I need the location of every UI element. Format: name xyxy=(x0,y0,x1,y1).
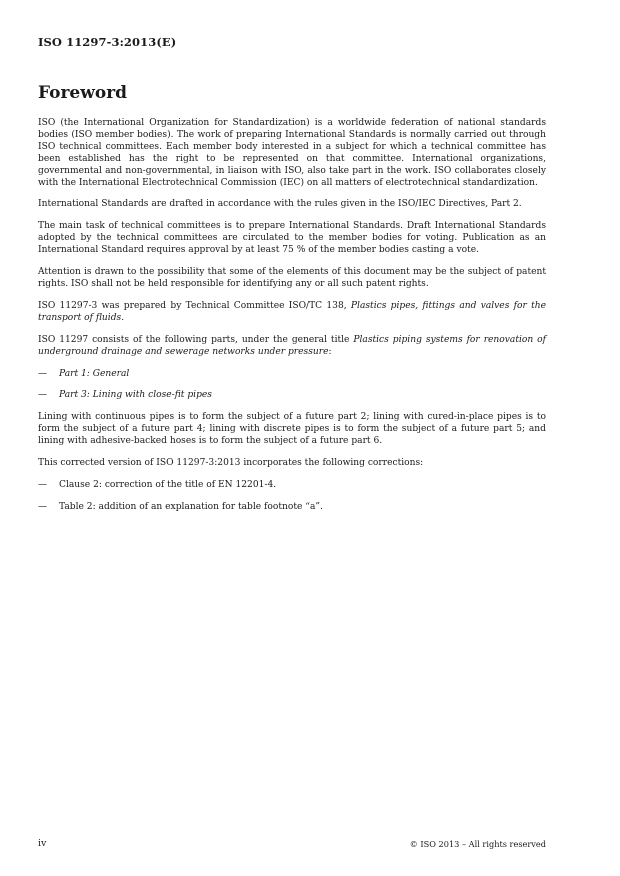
paragraph-prepared-by xyxy=(38,301,546,325)
paragraph-corrections-intro: This corrected version of ISO 11297-3:2013 incorporates the following corrections: xyxy=(38,458,424,469)
parts-intro-text: ISO 11297 consists of the following parts, under the general title xyxy=(38,334,354,345)
paragraph-parts-intro xyxy=(38,335,546,359)
foreword-body xyxy=(38,118,546,524)
dash-marker: — xyxy=(38,368,48,379)
correction-table-2: Table 2: addition of an explanation for table footnote “a”. xyxy=(59,501,323,512)
parts-intro-end: : xyxy=(328,346,332,357)
list-item xyxy=(38,390,546,402)
prepared-by-text: ISO 11297-3 was prepared by Technical Committee ISO/TC 138, xyxy=(38,300,351,311)
general-title: Plastics piping systems for renovation of underground drainage and sewerage networks under pressure xyxy=(38,334,546,357)
list-item xyxy=(38,480,546,492)
dash-marker: — xyxy=(38,390,48,401)
list-item xyxy=(38,502,546,514)
dash-marker: — xyxy=(38,479,48,490)
correction-clause-2: Clause 2: correction of the title of EN 12201-4. xyxy=(59,479,277,490)
page-number: iv xyxy=(38,838,47,849)
committee-title: Plastics pipes, fittings and valves for the transport of fluids xyxy=(38,300,546,323)
paragraph-iso-federation: ISO (the International Organization for Standardization) is a worldwide federation of national standards bodies (ISO member bodies). The work of preparing International Standards is normally carried out through ISO technical committees. Each member body interested in a subject for which a technical committee has been established has the right to be represented on that committee. International organizations, governmental and non-governmental, in liaison with ISO, also take part in the work. ISO collaborates closely with the International Electrotechnical Commission (IEC) on all matters of electrotechnical standardization. xyxy=(38,118,546,188)
foreword-title: Foreword xyxy=(38,83,128,103)
dash-marker: — xyxy=(38,501,48,512)
copyright-notice: © ISO 2013 – All rights reserved xyxy=(409,839,546,849)
list-item xyxy=(38,369,546,381)
prepared-by-end: . xyxy=(121,312,125,323)
part-1-title: Part 1: General xyxy=(59,368,130,379)
part-3-title: Part 3: Lining with close-fit pipes xyxy=(59,390,212,401)
paragraph-patent-rights: Attention is drawn to the possibility that some of the elements of this document may be the subject of patent rights. ISO shall not be held responsible for identifying any or all such patent rights. xyxy=(38,267,546,289)
paragraph-technical-committees: The main task of technical committees is to prepare International Standards. Draft International Standards adopted by the technical committees are circulated to the member bodies for voting. Publication as an International Standard requires approval by at least 75 % of the member bodies casting a vote. xyxy=(38,221,546,256)
document-id-header: ISO 11297-3:2013(E) xyxy=(38,35,177,49)
paragraph-future-parts: Lining with continuous pipes is to form the subject of a future part 2; lining with cured-in-place pipes is to form the subject of a future part 4; lining with discrete pipes is to form the subject of a future part 5; and lining with adhesive-backed hoses is to form the subject of a future part 6. xyxy=(38,412,546,447)
paragraph-directives: International Standards are drafted in accordance with the rules given in the ISO/IEC Directives, Part 2. xyxy=(38,199,522,210)
